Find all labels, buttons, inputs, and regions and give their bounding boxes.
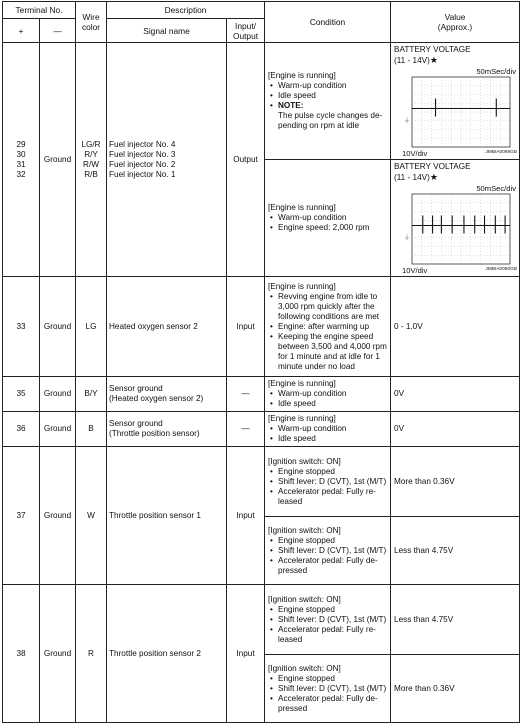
- figure-code: JMBIA0060GB: [485, 266, 518, 271]
- terminal-29: 29: [16, 139, 26, 149]
- io-cell: Input: [227, 447, 265, 585]
- io-cell: Output: [227, 43, 265, 277]
- wire-color-cell: [76, 43, 107, 277]
- condition-head: [Engine is running]: [268, 281, 336, 291]
- signal-name-cell: [107, 43, 227, 277]
- condition-list: [268, 81, 387, 131]
- scope-waveform-1: [394, 67, 516, 159]
- minus-header: —: [40, 19, 76, 43]
- condition-item: • Idle speed: [268, 434, 387, 444]
- ground-symbol-icon: ⏚: [404, 235, 411, 242]
- io-cell: Input: [227, 277, 265, 377]
- condition-list: [268, 389, 387, 409]
- condition-head: [Engine is running]: [268, 379, 336, 388]
- ground-cell: Ground: [40, 43, 76, 277]
- condition-item: • Engine speed: 2,000 rpm: [268, 223, 387, 233]
- wire-color-header-line2: color: [81, 22, 101, 32]
- io-header-line1: Input/: [235, 20, 256, 31]
- condition-item: • Accelerator pedal: Fully re-leased: [268, 487, 387, 507]
- condition-head: [Ignition switch: ON]: [268, 594, 341, 604]
- condition-item: • Warm-up condition: [268, 389, 387, 399]
- condition-item: • Accelerator pedal: Fully re-leased: [268, 625, 387, 645]
- header-row-top: [3, 2, 520, 19]
- condition-item: • Keeping the engine speed between 3,500 and 4,000 rpm for 1 minute and at idle for 1 minute under no load: [268, 332, 387, 372]
- signal-line: (Heated oxygen sensor 2): [109, 394, 204, 403]
- condition-item: • Engine stopped: [268, 674, 387, 684]
- signal-line: (Throttle position sensor): [109, 429, 200, 438]
- condition-item: • Shift lever: D (CVT), 1st (M/T): [268, 477, 387, 487]
- table-row-37-a: [3, 447, 520, 517]
- condition-item: • Engine stopped: [268, 605, 387, 615]
- value-cell: 0V: [391, 412, 520, 447]
- signal-name-cell: Throttle position sensor 2: [107, 585, 227, 723]
- oscilloscope-2: [394, 184, 516, 276]
- condition-list: [268, 467, 387, 507]
- star-icon: ★: [429, 172, 438, 182]
- wire-color-cell: LG: [76, 277, 107, 377]
- value-cell: 0 - 1.0V: [391, 277, 520, 377]
- terminal-37: 37: [3, 447, 40, 585]
- scope-title: BATTERY VOLTAGE: [394, 45, 471, 54]
- condition-list: [268, 424, 387, 444]
- scope-range-text: (11 - 14V): [394, 56, 430, 65]
- volt-div-label: 10V/div: [402, 266, 428, 275]
- note-text: The pulse cycle changes de-: [278, 111, 383, 120]
- terminal-no-header: Terminal No.: [3, 2, 76, 19]
- note-label: • NOTE:: [278, 101, 304, 110]
- condition-head: [Ignition switch: ON]: [268, 525, 341, 535]
- condition-cell: [265, 517, 391, 585]
- signal-injector-1: Fuel injector No. 1: [109, 169, 176, 179]
- wire-lgr: LG/R: [81, 139, 101, 149]
- signal-name-header: Signal name: [107, 19, 227, 43]
- condition-item: • Revving engine from idle to 3,000 rpm quickly after the following conditions are met: [268, 292, 387, 322]
- condition-list: [268, 292, 387, 372]
- plus-header: +: [3, 19, 40, 43]
- condition-item: • Accelerator pedal: Fully de-pressed: [268, 556, 387, 576]
- condition-list: [268, 674, 387, 714]
- star-icon: ★: [429, 55, 438, 65]
- condition-item: • Engine stopped: [268, 467, 387, 477]
- value-header: [391, 2, 520, 43]
- io-header-line2: Output: [232, 30, 259, 41]
- time-div-label: 50mSec/div: [476, 184, 517, 193]
- wire-color-cell: W: [76, 447, 107, 585]
- terminal-31: 31: [16, 159, 26, 169]
- condition-list: [268, 536, 387, 576]
- signal-injector-3: Fuel injector No. 3: [109, 149, 176, 159]
- value-cell: More than 0.36V: [391, 655, 520, 723]
- terminal-38: 38: [3, 585, 40, 723]
- signal-injector-2: Fuel injector No. 2: [109, 159, 176, 169]
- condition-cell: [265, 412, 391, 447]
- time-div-label: 50mSec/div: [476, 67, 517, 76]
- condition-item: • Warm-up condition: [268, 81, 387, 91]
- terminal-32: 32: [16, 169, 26, 179]
- table-row-35: [3, 377, 520, 412]
- condition-item: • Accelerator pedal: Fully de-pressed: [268, 694, 387, 714]
- ground-cell: Ground: [40, 377, 76, 412]
- ground-cell: Ground: [40, 585, 76, 723]
- input-output-header: [227, 19, 265, 43]
- table-row-33: [3, 277, 520, 377]
- condition-item: • Shift lever: D (CVT), 1st (M/T): [268, 615, 387, 625]
- condition-head: [Ignition switch: ON]: [268, 456, 341, 466]
- condition-head: [Engine is running]: [268, 414, 336, 423]
- wire-color-cell: B: [76, 412, 107, 447]
- signal-line: Sensor ground: [109, 384, 163, 393]
- signal-injector-4: Fuel injector No. 4: [109, 139, 176, 149]
- condition-list: [268, 605, 387, 645]
- condition-item: • Warm-up condition: [268, 424, 387, 434]
- terminal-36: 36: [3, 412, 40, 447]
- oscilloscope-1: [394, 67, 516, 159]
- condition-item: • Shift lever: D (CVT), 1st (M/T): [268, 684, 387, 694]
- wire-ry: R/Y: [84, 149, 98, 159]
- scope-range: [394, 172, 516, 183]
- condition-item: • Idle speed: [268, 91, 387, 101]
- condition-item: • Engine stopped: [268, 536, 387, 546]
- condition-cell: [265, 377, 391, 412]
- value-cell: 0V: [391, 377, 520, 412]
- condition-cell: [265, 277, 391, 377]
- signal-name-cell: [107, 412, 227, 447]
- condition-item: • Shift lever: D (CVT), 1st (M/T): [268, 546, 387, 556]
- scope-range: [394, 55, 516, 66]
- value-cell-scope-1: [391, 43, 520, 160]
- condition-head: [Engine is running]: [268, 203, 336, 212]
- io-cell: —: [227, 377, 265, 412]
- wire-color-cell: B/Y: [76, 377, 107, 412]
- note-text: pending on rpm at idle: [278, 121, 360, 130]
- condition-note: [268, 101, 387, 131]
- condition-head: [Ignition switch: ON]: [268, 663, 341, 673]
- terminal-35: 35: [3, 377, 40, 412]
- value-cell-scope-2: [391, 160, 520, 277]
- value-header-line1: Value: [444, 12, 466, 22]
- value-cell: Less than 4.75V: [391, 517, 520, 585]
- wire-color-header-line1: Wire: [82, 12, 100, 22]
- ground-cell: Ground: [40, 447, 76, 585]
- signal-line: Sensor ground: [109, 419, 163, 428]
- scope-waveform-2: [394, 184, 516, 276]
- wire-rb: R/B: [84, 169, 98, 179]
- condition-cell: [265, 43, 391, 160]
- io-cell: —: [227, 412, 265, 447]
- wire-color-header: [76, 2, 107, 43]
- signal-name-cell: Heated oxygen sensor 2: [107, 277, 227, 377]
- signal-name-cell: Throttle position sensor 1: [107, 447, 227, 585]
- condition-item: • Engine: after warming up: [268, 322, 387, 332]
- terminal-30: 30: [16, 149, 26, 159]
- ground-cell: Ground: [40, 277, 76, 377]
- table-row-injectors-a: [3, 43, 520, 160]
- table-row-36: [3, 412, 520, 447]
- value-header-line2: (Approx.): [437, 22, 473, 32]
- value-cell: Less than 4.75V: [391, 585, 520, 655]
- condition-cell: [265, 655, 391, 723]
- condition-list: [268, 213, 387, 233]
- condition-cell: [265, 160, 391, 277]
- wire-color-cell: R: [76, 585, 107, 723]
- condition-header: Condition: [265, 2, 391, 43]
- scope-title: BATTERY VOLTAGE: [394, 162, 471, 171]
- figure-code: JMBIA0069GB: [485, 149, 518, 154]
- ground-symbol-icon: ⏚: [404, 118, 411, 125]
- signal-name-cell: [107, 377, 227, 412]
- volt-div-label: 10V/div: [402, 149, 428, 158]
- terminal-33: 33: [3, 277, 40, 377]
- condition-item: • Idle speed: [268, 399, 387, 409]
- condition-head: [Engine is running]: [268, 71, 336, 80]
- condition-item: • Warm-up condition: [268, 213, 387, 223]
- ecm-terminal-table: [2, 1, 520, 723]
- wire-rw: R/W: [83, 159, 99, 169]
- value-cell: More than 0.36V: [391, 447, 520, 517]
- ground-cell: Ground: [40, 412, 76, 447]
- table-row-38-a: [3, 585, 520, 655]
- scope-range-text: (11 - 14V): [394, 173, 430, 182]
- io-cell: Input: [227, 585, 265, 723]
- terminal-29-32: [3, 43, 40, 277]
- description-header: Description: [107, 2, 265, 19]
- condition-cell: [265, 447, 391, 517]
- condition-cell: [265, 585, 391, 655]
